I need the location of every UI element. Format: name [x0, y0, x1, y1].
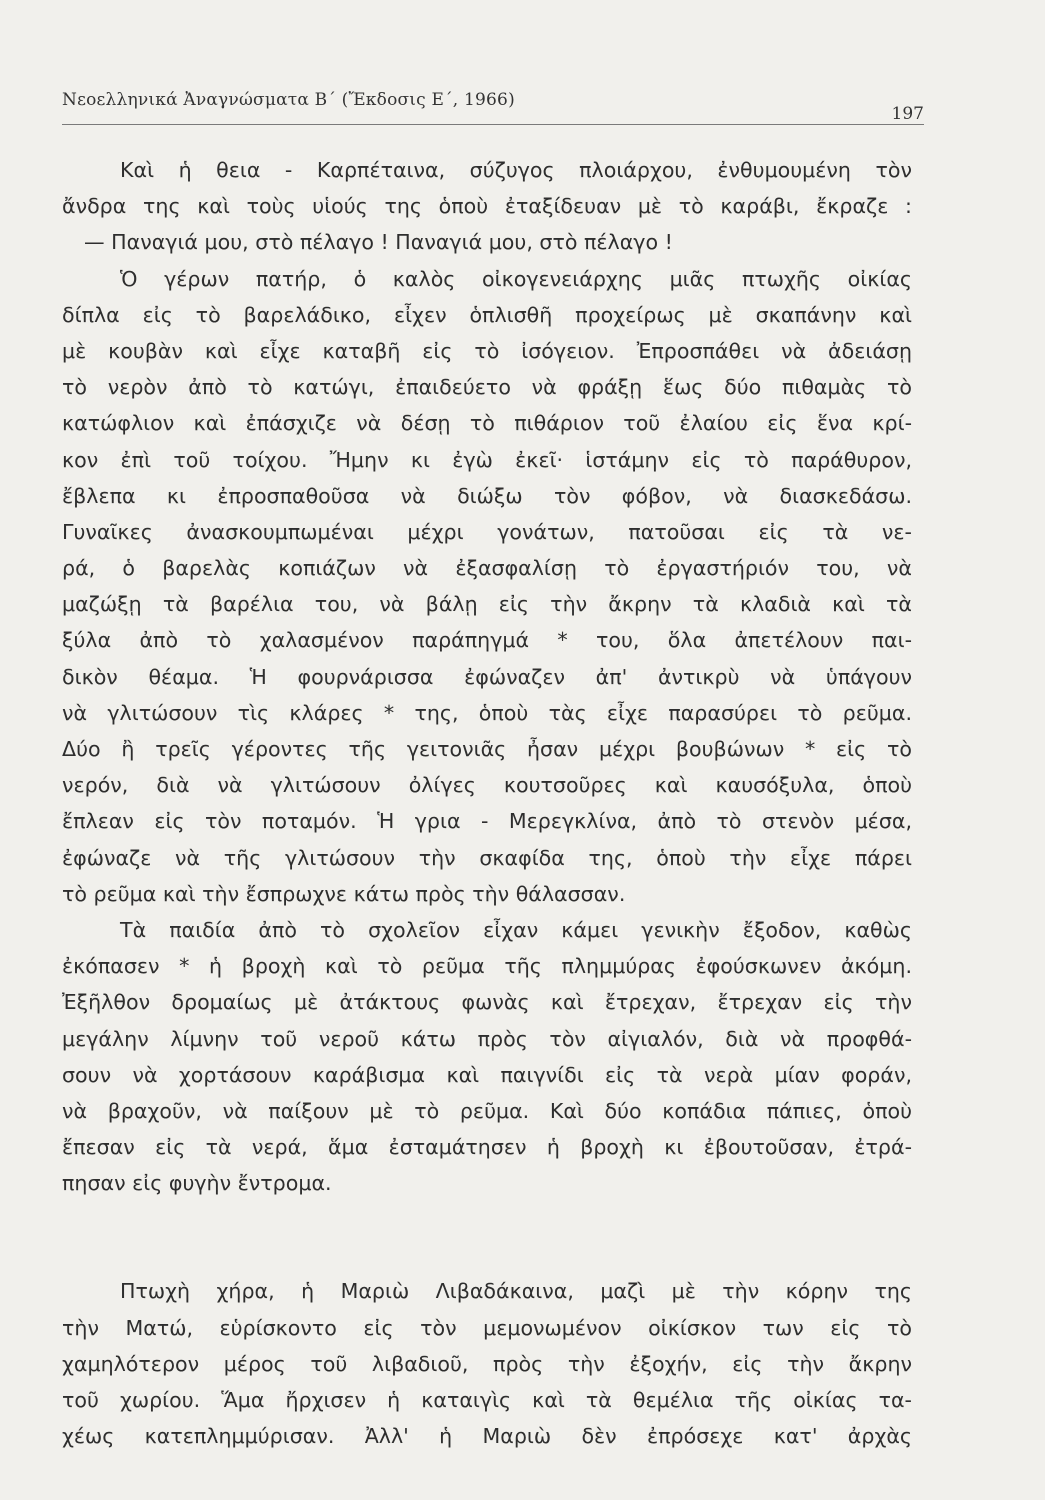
- text-line: νὰ γλιτώσουν τὶς κλάρες * της, ὁποὺ τὰς εἶχε παρασύρει τὸ ρεῦμα.: [62, 700, 912, 725]
- text-line: ἄνδρα της καὶ τοὺς υἱούς της ὁποὺ ἐταξίδευαν μὲ τὸ καράβι, ἔκραζε :: [62, 194, 912, 219]
- text-line: ρά, ὁ βαρελὰς κοπιάζων νὰ ἐξασφαλίσῃ τὸ ἐργαστήριόν του, νὰ: [62, 556, 912, 581]
- text-line: κατώφλιον καὶ ἐπάσχιζε νὰ δέσῃ τὸ πιθάριον τοῦ ἐλαίου εἰς ἕνα κρί-: [62, 411, 912, 436]
- text-line: μὲ κουβὰν καὶ εἶχε καταβῆ εἰς τὸ ἰσόγειον. Ἐπροσπάθει νὰ ἀδειάσῃ: [62, 338, 912, 363]
- page-number: 197: [891, 104, 924, 124]
- text-line: σουν νὰ χορτάσουν καράβισμα καὶ παιγνίδι εἰς τὰ νερὰ μίαν φοράν,: [62, 1062, 912, 1087]
- text-line: δίπλα εἰς τὸ βαρελάδικο, εἶχεν ὁπλισθῆ προχείρως μὲ σκαπάνην καὶ: [62, 302, 912, 327]
- text-line: χέως κατεπλημμύρισαν. Ἀλλ' ἡ Μαριὼ δὲν ἐπρόσεχε κατ' ἀρχὰς: [62, 1424, 912, 1449]
- text-line: νερόν, διὰ νὰ γλιτώσουν ὀλίγες κουτσοῦρες καὶ καυσόξυλα, ὁποὺ: [62, 773, 912, 798]
- text-line: τὸ ρεῦμα καὶ τὴν ἔσπρωχνε κάτω πρὸς τὴν θάλασσαν.: [62, 881, 626, 906]
- text-line: ξύλα ἀπὸ τὸ χαλασμένον παράπηγμά * του, ὅλα ἀπετέλουν παι-: [62, 628, 912, 653]
- text-line: Δύο ἢ τρεῖς γέροντες τῆς γειτονιᾶς ἦσαν μέχρι βουβώνων * εἰς τὸ: [62, 737, 912, 761]
- text-line: κον ἐπὶ τοῦ τοίχου. Ἤμην κι ἐγὼ ἐκεῖ· ἱστάμην εἰς τὸ παράθυρον,: [62, 447, 912, 472]
- text-line: Πτωχὴ χήρα, ἡ Μαριὼ Λιβαδάκαινα, μαζὶ μὲ τὴν κόρην της: [120, 1279, 912, 1304]
- header-rule: [62, 124, 924, 125]
- text-line: μαζώξῃ τὰ βαρέλια του, νὰ βάλῃ εἰς τὴν ἄκρην τὰ κλαδιὰ καὶ τὰ: [62, 592, 912, 617]
- text-line: — Παναγιά μου, στὸ πέλαγο ! Παναγιά μου, στὸ πέλαγο !: [84, 230, 673, 255]
- text-line: τὸ νερὸν ἀπὸ τὸ κατώγι, ἐπαιδεύετο νὰ φράξῃ ἕως δύο πιθαμὰς τὸ: [62, 375, 912, 400]
- text-line: Γυναῖκες ἀνασκουμπωμέναι μέχρι γονάτων, πατοῦσαι εἰς τὰ νε-: [62, 519, 912, 544]
- running-header: [62, 86, 924, 126]
- text-line: Ὁ γέρων πατήρ, ὁ καλὸς οἰκογενειάρχης μιᾶς πτωχῆς οἰκίας: [120, 266, 912, 291]
- text-line: δικὸν θέαμα. Ἡ φουρνάρισσα ἐφώναζεν ἀπ' ἀντικρὺ νὰ ὑπάγουν: [62, 664, 912, 689]
- paragraph: [62, 261, 912, 912]
- text-line: τὴν Ματώ, εὑρίσκοντο εἰς τὸν μεμονωμένον οἰκίσκον των εἰς τὸ: [62, 1315, 912, 1340]
- text-line: ἐκόπασεν * ἡ βροχὴ καὶ τὸ ρεῦμα τῆς πλημμύρας ἐφούσκωνεν ἀκόμη.: [62, 954, 912, 979]
- text-line: Ἐξῆλθον δρομαίως μὲ ἀτάκτους φωνὰς καὶ ἔτρεχαν, ἔτρεχαν εἰς τὴν: [62, 990, 912, 1015]
- text-line: πησαν εἰς φυγὴν ἔντρομα.: [62, 1171, 332, 1196]
- text-line: ἔβλεπα κι ἐπροσπαθοῦσα νὰ διώξω τὸν φόβον, νὰ διασκεδάσω.: [62, 483, 912, 508]
- body-text: [62, 152, 912, 1454]
- text-line: ἐφώναζε νὰ τῆς γλιτώσουν τὴν σκαφίδα της, ὁποὺ τὴν εἶχε πάρει: [62, 845, 912, 870]
- text-line: χαμηλότερον μέρος τοῦ λιβαδιοῦ, πρὸς τὴν ἐξοχήν, εἰς τὴν ἄκρην: [62, 1351, 912, 1376]
- paragraph: [62, 152, 912, 261]
- text-line: ἔπεσαν εἰς τὰ νερά, ἅμα ἐσταμάτησεν ἡ βροχὴ κι ἐβουτοῦσαν, ἐτρά-: [62, 1135, 912, 1160]
- text-line: Τὰ παιδία ἀπὸ τὸ σχολεῖον εἶχαν κάμει γενικὴν ἔξοδον, καθὼς: [120, 917, 912, 942]
- book-title: Νεοελληνικά Ἀναγνώσματα Β΄ (Ἔκδοσις Ε΄, 1966): [62, 90, 515, 110]
- paragraph: [62, 1273, 912, 1454]
- text-line: νὰ βραχοῦν, νὰ παίξουν μὲ τὸ ρεῦμα. Καὶ δύο κοπάδια πάπιες, ὁποὺ: [62, 1098, 912, 1123]
- text-line: Καὶ ἡ θεια - Καρπέταινα, σύζυγος πλοιάρχου, ἐνθυμουμένη τὸν: [120, 158, 912, 182]
- text-line: τοῦ χωρίου. Ἅμα ἤρχισεν ἡ καταιγὶς καὶ τὰ θεμέλια τῆς οἰκίας τα-: [62, 1388, 912, 1412]
- text-line: ἔπλεαν εἰς τὸν ποταμόν. Ἡ γρια - Μερεγκλίνα, ἀπὸ τὸ στενὸν μέσα,: [62, 809, 912, 834]
- paragraph: [62, 912, 912, 1202]
- section-break: [62, 1201, 912, 1273]
- text-line: μεγάλην λίμνην τοῦ νεροῦ κάτω πρὸς τὸν αἰγιαλόν, διὰ νὰ προφθά-: [62, 1026, 912, 1051]
